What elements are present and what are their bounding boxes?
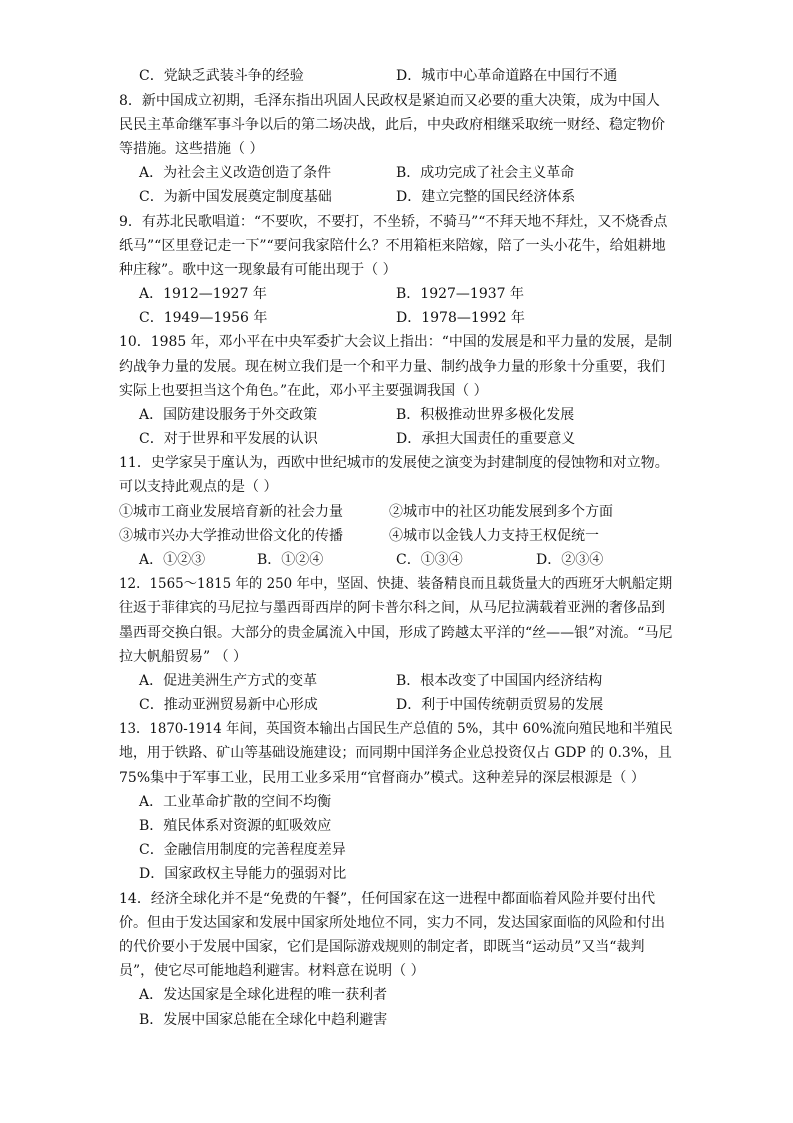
q10-option-d: D．承担大国责任的重要意义 xyxy=(396,431,576,447)
q12-stem-line-3: 墨西哥交换白银。大部分的贵金属流入中国，形成了跨越太平洋的“丝——银”对流。“马尼 xyxy=(119,625,673,641)
q14-option-a: A．发达国家是全球化进程的唯一获利者 xyxy=(139,987,388,1003)
q14-stem-line-2: 价。但由于发达国家和发展中国家所处地位不同，实力不同，发达国家面临的风险和付出 xyxy=(119,915,665,931)
q14-option-b: B．发展中国家总能在全球化中趋利避害 xyxy=(139,1012,388,1028)
q11-item-1: ①城市工商业发展培育新的社会力量 xyxy=(119,504,343,520)
q11-stem-line-1: 11．史学家吴于廑认为，西欧中世纪城市的发展使之演变为封建制度的侵蚀物和对立物。 xyxy=(119,455,669,471)
q12-option-d: D．利于中国传统朝贡贸易的发展 xyxy=(396,697,604,713)
q11-option-b: B．①②④ xyxy=(257,552,324,568)
q14-stem-line-4: 员”，使它尽可能地趋利避害。材料意在说明（ ） xyxy=(119,963,425,979)
q8-option-b: B．成功完成了社会主义革命 xyxy=(396,165,575,181)
q10-stem-line-3: 实际上也要担当这个角色。”在此，邓小平主要强调我国（ ） xyxy=(119,383,488,399)
q11-item-4: ④城市以金钱人力支持王权促统一 xyxy=(389,528,599,544)
q8-option-c: C．为新中国发展奠定制度基础 xyxy=(139,189,332,205)
q9-option-c: C．1949—1956 年 xyxy=(139,310,268,326)
q13-stem-line-2: 地，用于铁路、矿山等基础设施建设；而同期中国洋务企业总投资仅占 GDP 的 0.3%，且 xyxy=(119,745,672,761)
q7-option-c: C．党缺乏武装斗争的经验 xyxy=(139,68,304,84)
q13-option-c: C．金融信用制度的完善程度差异 xyxy=(139,842,346,858)
q12-stem-line-1: 12．1565～1815 年的 250 年中，坚固、快捷、装备精良而且载货量大的西班牙大帆船定期 xyxy=(119,576,673,592)
q10-stem-line-1: 10．1985 年，邓小平在中央军委扩大会议上指出：“中国的发展是和平力量的发展，是制 xyxy=(119,334,673,350)
q13-option-d: D．国家政权主导能力的强弱对比 xyxy=(139,866,347,882)
q13-option-a: A．工业革命扩散的空间不均衡 xyxy=(139,794,332,810)
q11-item-3: ③城市兴办大学推动世俗文化的传播 xyxy=(119,528,343,544)
q8-option-d: D．建立完整的国民经济体系 xyxy=(396,189,576,205)
q7-option-d: D．城市中心革命道路在中国行不通 xyxy=(396,68,618,84)
q14-stem-line-1: 14．经济全球化并不是“免费的午餐”，任何国家在这一进程中都面临着风险并要付出代 xyxy=(119,891,656,907)
q10-option-c: C．对于世界和平发展的认识 xyxy=(139,431,318,447)
q11-option-d: D．②③④ xyxy=(536,552,604,568)
q10-option-b: B．积极推动世界多极化发展 xyxy=(396,407,575,423)
q8-stem-line-1: 8．新中国成立初期，毛泽东指出巩固人民政权是紧迫而又必要的重大决策，成为中国人 xyxy=(119,93,660,109)
q14-stem-line-3: 的代价要小于发展中国家，它们是国际游戏规则的制定者，即既当“运动员”又当“裁判 xyxy=(119,939,645,955)
q10-option-a: A．国防建设服务于外交政策 xyxy=(139,407,318,423)
q9-stem-line-3: 种庄稼”。歌中这一现象最有可能出现于（ ） xyxy=(119,262,397,278)
q8-option-a: A．为社会主义改造创造了条件 xyxy=(139,165,332,181)
q8-stem-line-2: 民民主革命继军事斗争以后的第二场决战，此后，中央政府相继采取统一财经、稳定物价 xyxy=(119,117,665,133)
q11-option-a: A．①②③ xyxy=(139,552,206,568)
q9-option-b: B．1927—1937 年 xyxy=(396,286,524,302)
q13-stem-line-3: 75%集中于军事工业，民用工业多采用“官督商办”模式。这种差异的深层根源是（ ） xyxy=(119,770,645,786)
q13-stem-line-1: 13．1870-1914 年间，英国资本输出占国民生产总值的 5%，其中 60%流向殖民地和半殖民 xyxy=(119,721,673,737)
q9-option-a: A．1912—1927 年 xyxy=(139,286,267,302)
q9-stem-line-2: 纸马”“区里登记走一下”“要问我家陪什么？不用箱柜来陪嫁，陪了一头小花牛，给姐耕地 xyxy=(119,238,666,254)
q12-stem-line-2: 往返于菲律宾的马尼拉与墨西哥西岸的阿卡普尔科之间，从马尼拉满载着亚洲的奢侈品到 xyxy=(119,600,665,616)
q11-item-2: ②城市中的社区功能发展到多个方面 xyxy=(389,504,613,520)
q12-stem-line-4: 拉大帆船贸易” （ ） xyxy=(119,649,248,665)
q8-stem-line-3: 等措施。这些措施（ ） xyxy=(119,141,264,157)
q12-option-b: B．根本改变了中国国内经济结构 xyxy=(396,673,603,689)
q13-option-b: B．殖民体系对资源的虹吸效应 xyxy=(139,818,332,834)
q12-option-a: A．促进美洲生产方式的变革 xyxy=(139,673,318,689)
q11-stem-line-2: 可以支持此观点的是（ ） xyxy=(119,479,278,495)
q11-option-c: C．①③④ xyxy=(396,552,463,568)
q9-stem-line-1: 9．有苏北民歌唱道：“不要吹，不要打，不坐轿，不骑马”“不拜天地不拜灶，又不烧香点 xyxy=(119,214,668,230)
q9-option-d: D．1978—1992 年 xyxy=(396,310,525,326)
q12-option-c: C．推动亚洲贸易新中心形成 xyxy=(139,697,318,713)
q10-stem-line-2: 约战争力量的发展。现在树立我们是一个和平力量、制约战争力量的形象十分重要，我们 xyxy=(119,359,665,375)
